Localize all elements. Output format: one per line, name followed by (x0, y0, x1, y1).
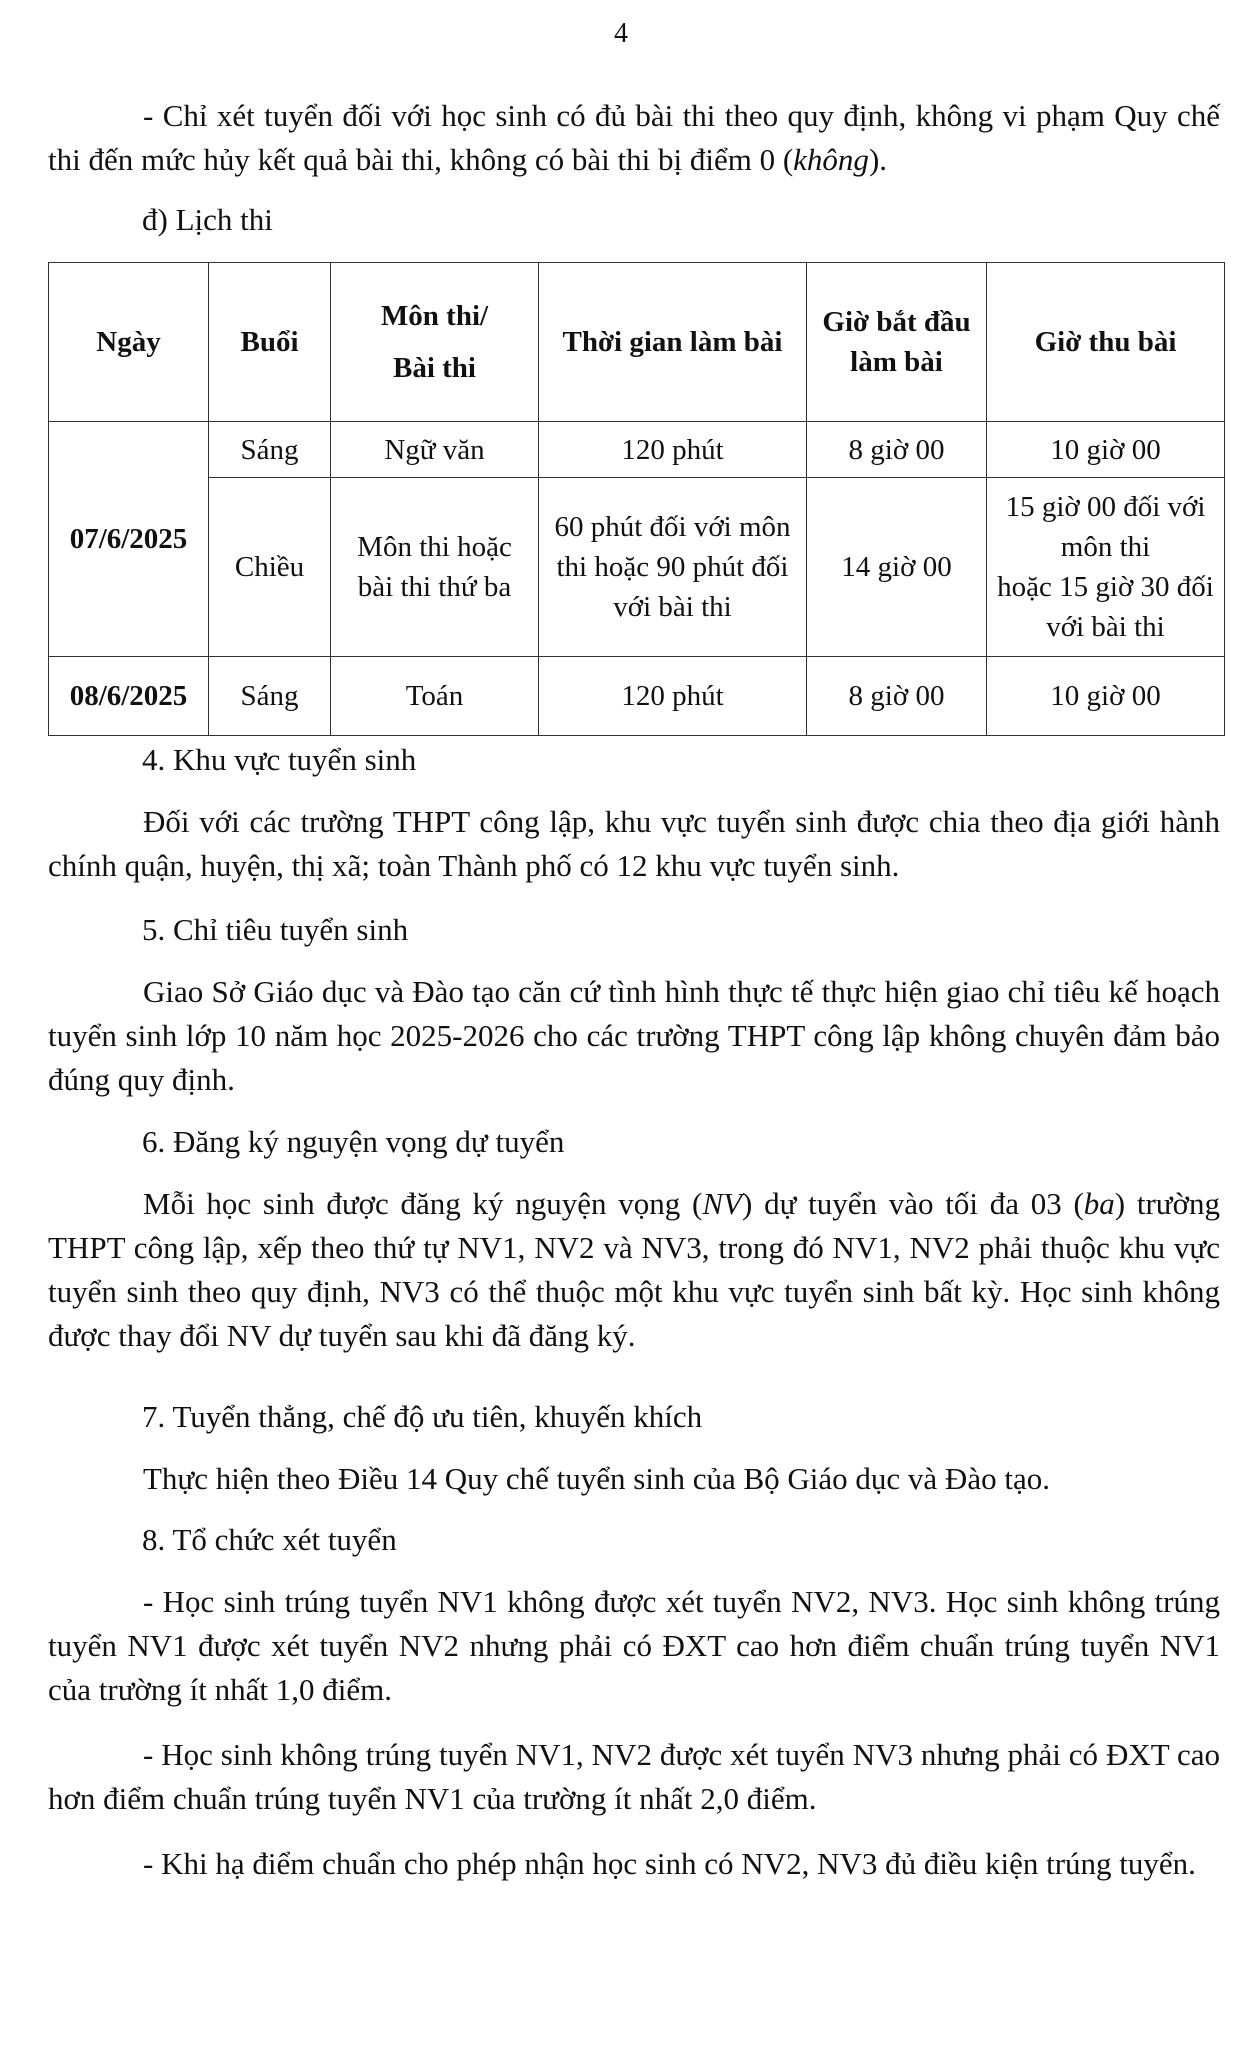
section-5-title: 5. Chỉ tiêu tuyển sinh (142, 912, 409, 947)
section-5-body: Giao Sở Giáo dục và Đào tạo căn cứ tình hình thực tế thực hiện giao chỉ tiêu kế hoạch tuyển sinh lớp 10 năm học 2025-2026 cho các trường THPT công lập không chuyên đảm bảo đúng quy định. (48, 974, 1220, 1097)
section-8-title: 8. Tổ chức xét tuyển (142, 1522, 397, 1557)
section-6-title: 6. Đăng ký nguyện vọng dự tuyển (142, 1124, 565, 1159)
s6-text-a: Mỗi học sinh được đăng ký nguyện vọng ( (143, 1186, 703, 1221)
section-4-body: Đối với các trường THPT công lập, khu vực tuyển sinh được chia theo địa giới hành chính quận, huyện, thị xã; toàn Thành phố có 12 khu vực tuyển sinh. (48, 804, 1220, 883)
intro-paragraph (48, 94, 1220, 182)
row-start: 8 giờ 00 (807, 657, 987, 736)
table-row (49, 422, 1225, 478)
header-session: Buổi (209, 263, 331, 422)
intro-text: - Chỉ xét tuyển đối với học sinh có đủ bài thi theo quy định, không vi phạm Quy chế thi đến mức hủy kết quả bài thi, không có bài thi bị điểm 0 ( (48, 98, 1220, 177)
row-subject: Môn thi hoặc bài thi thứ ba (331, 478, 539, 657)
row-duration: 120 phút (539, 657, 807, 736)
section-8-paragraph-1: - Học sinh trúng tuyển NV1 không được xét tuyển NV2, NV3. Học sinh không trúng tuyển NV1 được xét tuyển NV2 nhưng phải có ĐXT cao hơn điểm chuẩn trúng tuyển NV1 của trường ít nhất 1,0 điểm. (48, 1584, 1220, 1707)
row-end: 10 giờ 00 (987, 422, 1225, 478)
table-row (49, 478, 1225, 657)
section-8-paragraph-3: - Khi hạ điểm chuẩn cho phép nhận học sinh có NV2, NV3 đủ điều kiện trúng tuyển. (143, 1846, 1196, 1881)
intro-italic: không (793, 142, 869, 177)
row-start: 14 giờ 00 (807, 478, 987, 657)
header-duration: Thời gian làm bài (539, 263, 807, 422)
row-duration: 120 phút (539, 422, 807, 478)
row-date: 08/6/2025 (49, 657, 209, 736)
header-date: Ngày (49, 263, 209, 422)
row-end: 10 giờ 00 (987, 657, 1225, 736)
row-end-line2: hoặc 15 giờ 30 đối với bài thi (997, 571, 1214, 643)
s6-text-c: ) trường THPT công lập, xếp theo thứ tự NV1, NV2 và NV3, trong đó NV1, NV2 phải thuộc khu vực tuyển sinh theo quy định, NV3 có thể thuộc một khu vực tuyển sinh bất kỳ. Học sinh không được thay đổi NV dự tuyển sau khi đã đăng ký. (48, 1186, 1220, 1353)
page-number: 4 (614, 18, 628, 49)
header-end: Giờ thu bài (987, 263, 1225, 422)
section-8-paragraph-2: - Học sinh không trúng tuyển NV1, NV2 được xét tuyển NV3 nhưng phải có ĐXT cao hơn điểm chuẩn trúng tuyển NV1 của trường ít nhất 2,0 điểm. (48, 1737, 1220, 1816)
row-start: 8 giờ 00 (807, 422, 987, 478)
schedule-heading: đ) Lịch thi (142, 202, 273, 237)
table-row (49, 657, 1225, 736)
intro-suffix: ). (868, 142, 888, 177)
row-session: Sáng (209, 657, 331, 736)
section-4-title: 4. Khu vực tuyển sinh (142, 742, 417, 777)
header-subject-line1: Môn thi/ (380, 300, 489, 332)
row-end (987, 478, 1225, 657)
row-subject: Ngữ văn (331, 422, 539, 478)
section-7-body: Thực hiện theo Điều 14 Quy chế tuyển sinh của Bộ Giáo dục và Đào tạo. (143, 1461, 1050, 1496)
s6-text-b: ) dự tuyển vào tối đa 03 ( (742, 1186, 1084, 1221)
header-subject (331, 263, 539, 422)
row-end-line1: 15 giờ 00 đối với môn thi (1005, 491, 1206, 563)
row-date: 07/6/2025 (49, 422, 209, 657)
header-start: Giờ bắt đầu làm bài (807, 263, 987, 422)
section-7-title: 7. Tuyển thẳng, chế độ ưu tiên, khuyến khích (142, 1399, 703, 1434)
section-6-body (48, 1182, 1220, 1358)
s6-ba: ba (1083, 1186, 1115, 1221)
row-subject: Toán (331, 657, 539, 736)
row-duration: 60 phút đối với môn thi hoặc 90 phút đối với bài thi (539, 478, 807, 657)
s6-nv: NV (702, 1186, 742, 1221)
header-subject-line2: Bài thi (393, 352, 476, 384)
row-session: Sáng (209, 422, 331, 478)
table-header-row (49, 263, 1225, 422)
exam-schedule-table (48, 262, 1225, 736)
row-session: Chiều (209, 478, 331, 657)
